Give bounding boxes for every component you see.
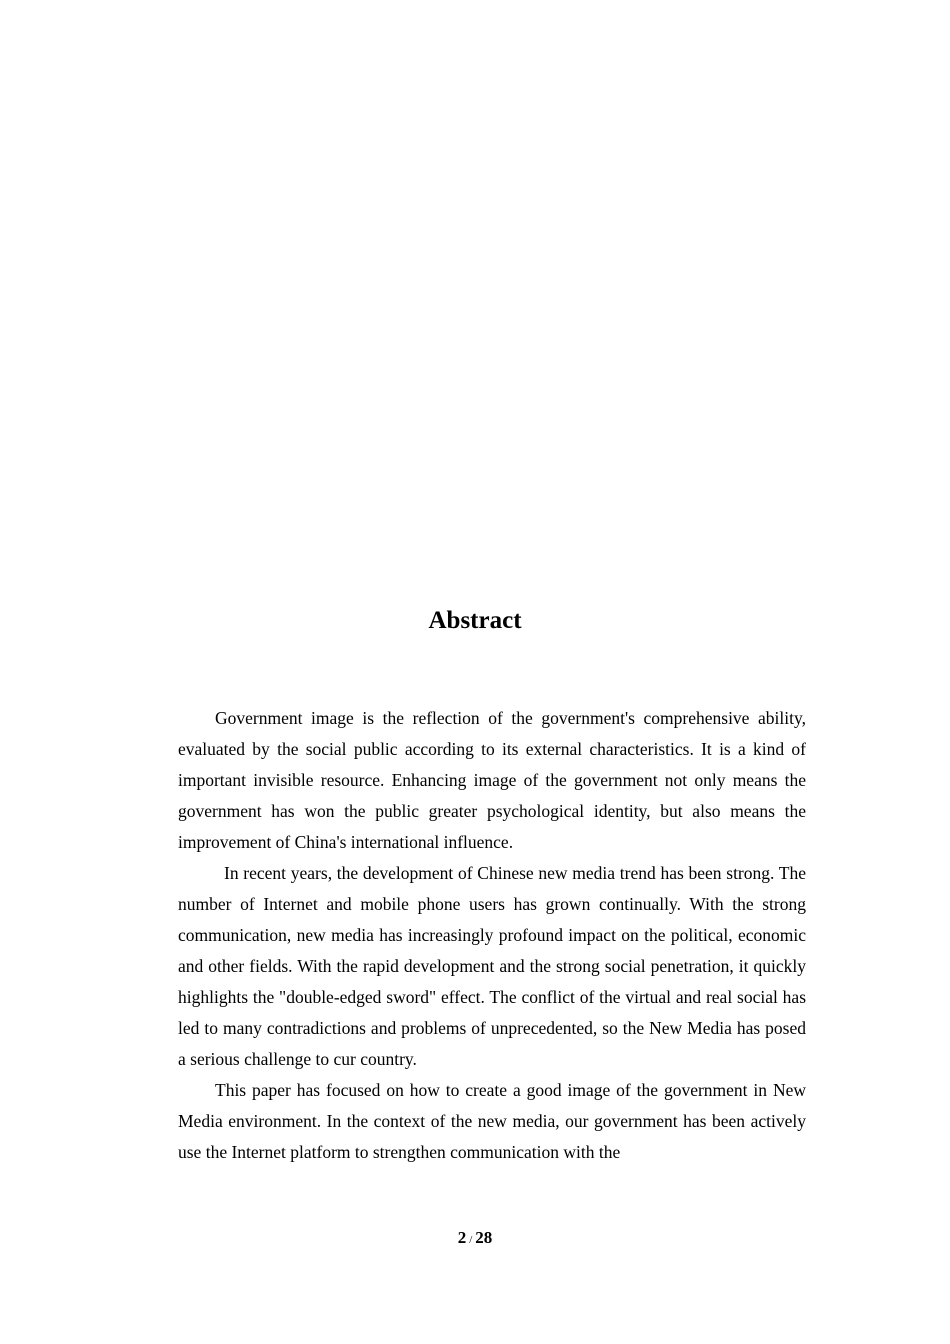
abstract-title: Abstract <box>428 607 522 634</box>
page-number <box>0 1226 950 1252</box>
abstract-paragraph-2: In recent years, the development of Chinese new media trend has been strong. The number of Internet and mobile phone users has grown continually. With the strong communication, new media has increasingly profound impact on the political, economic and other fields. With the rapid development and the strong social penetration, it quickly highlights the "double-edged sword" effect. The conflict of the virtual and real social has led to many contradictions and problems of unprecedented, so the New Media has posed a serious challenge to cur country. <box>178 863 806 1069</box>
page-number-total: 28 <box>475 1228 493 1247</box>
abstract-paragraph-1: Government image is the reflection of the government's comprehensive ability, evaluated by the social public according to its external characteristics. It is a kind of important invisible resource. Enhancing image of the government not only means the government has won the public greater psychological identity, but also means the improvement of China's international influence. <box>178 708 806 852</box>
page-number-current: 2 <box>457 1228 467 1247</box>
abstract-paragraph-3: This paper has focused on how to create a good image of the government in New Media environment. In the context of the new media, our government has been actively use the Internet platform to strengthen communication with the <box>178 1080 806 1162</box>
page-number-separator: / <box>469 1234 473 1246</box>
abstract-body <box>178 703 806 1168</box>
